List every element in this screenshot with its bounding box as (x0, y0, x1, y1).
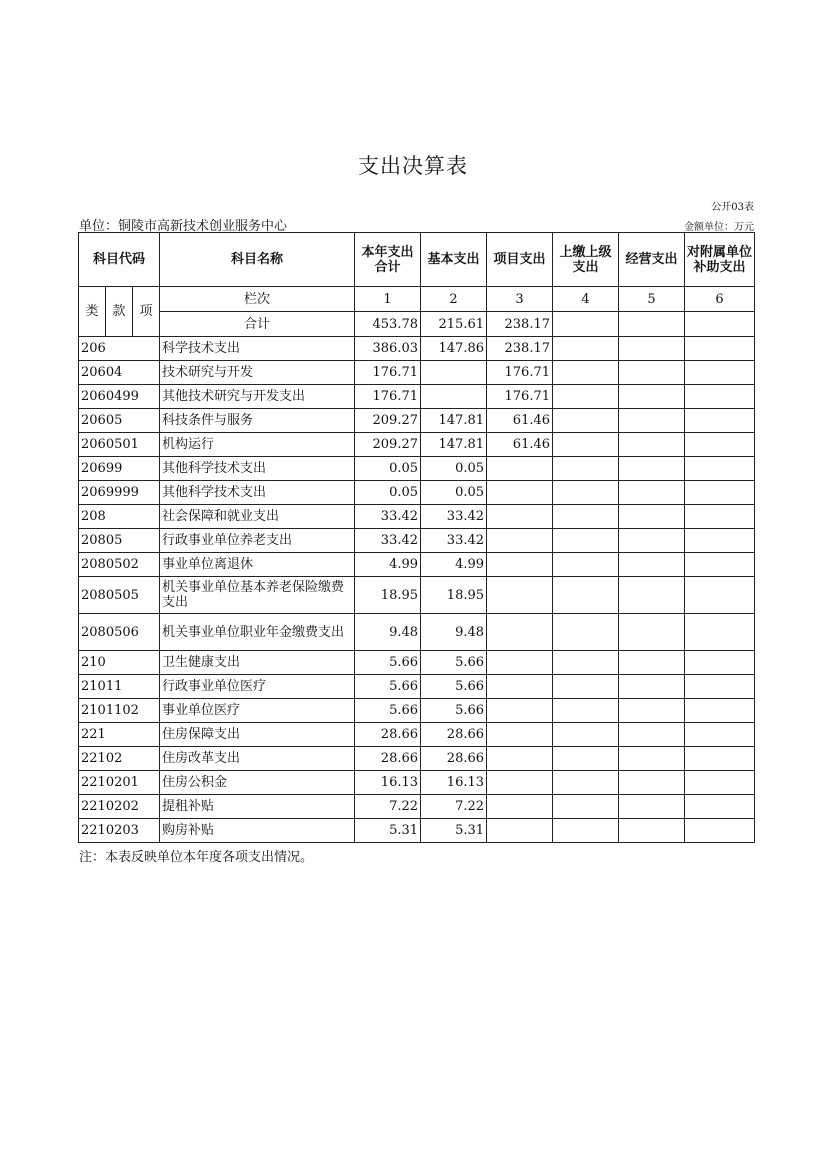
row-name: 机构运行 (160, 433, 355, 457)
row-total: 386.03 (355, 337, 421, 361)
row-subsidy (685, 481, 755, 505)
row-basic: 147.81 (421, 433, 487, 457)
column-number-2: 2 (421, 287, 487, 312)
table-row (79, 553, 755, 577)
row-subsidy (685, 651, 755, 675)
row-total: 176.71 (355, 385, 421, 409)
column-order-label: 栏次 (160, 287, 355, 312)
row-business (619, 361, 685, 385)
row-total: 0.05 (355, 457, 421, 481)
row-subsidy (685, 819, 755, 843)
row-basic: 18.95 (421, 577, 487, 614)
row-project (487, 699, 553, 723)
header-upper: 上缴上级支出 (553, 233, 619, 287)
table-row (79, 747, 755, 771)
row-basic: 5.66 (421, 651, 487, 675)
row-upper (553, 819, 619, 843)
row-name: 提租补贴 (160, 795, 355, 819)
table-row (79, 675, 755, 699)
row-code: 22102 (79, 747, 160, 771)
row-total: 209.27 (355, 409, 421, 433)
row-upper (553, 723, 619, 747)
row-upper (553, 795, 619, 819)
row-subsidy (685, 771, 755, 795)
row-business (619, 385, 685, 409)
row-project: 61.46 (487, 433, 553, 457)
row-subsidy (685, 675, 755, 699)
row-upper (553, 385, 619, 409)
row-upper (553, 577, 619, 614)
row-total: 5.31 (355, 819, 421, 843)
row-business (619, 409, 685, 433)
total-project-value: 238.17 (487, 312, 553, 337)
row-business (619, 723, 685, 747)
total-all-value: 453.78 (355, 312, 421, 337)
page-title: 支出决算表 (358, 154, 468, 178)
table-row (79, 481, 755, 505)
table-row (79, 433, 755, 457)
column-number-1: 1 (355, 287, 421, 312)
table-row (79, 651, 755, 675)
row-basic: 0.05 (421, 457, 487, 481)
row-total: 33.42 (355, 505, 421, 529)
row-name: 事业单位离退休 (160, 553, 355, 577)
row-business (619, 675, 685, 699)
row-name: 其他技术研究与开发支出 (160, 385, 355, 409)
row-total: 16.13 (355, 771, 421, 795)
table-row (79, 529, 755, 553)
row-business (619, 481, 685, 505)
row-business (619, 457, 685, 481)
row-business (619, 553, 685, 577)
row-project (487, 505, 553, 529)
row-project (487, 481, 553, 505)
row-name: 其他科学技术支出 (160, 457, 355, 481)
table-row (79, 505, 755, 529)
row-code: 20805 (79, 529, 160, 553)
table-row (79, 795, 755, 819)
total-upper-value (553, 312, 619, 337)
row-code: 20605 (79, 409, 160, 433)
row-code: 2060499 (79, 385, 160, 409)
row-name: 事业单位医疗 (160, 699, 355, 723)
table-row (79, 385, 755, 409)
row-code: 2060501 (79, 433, 160, 457)
row-basic: 33.42 (421, 505, 487, 529)
row-business (619, 699, 685, 723)
row-total: 18.95 (355, 577, 421, 614)
row-upper (553, 409, 619, 433)
row-project: 176.71 (487, 385, 553, 409)
row-code: 20699 (79, 457, 160, 481)
column-number-4: 4 (553, 287, 619, 312)
row-business (619, 819, 685, 843)
row-project: 238.17 (487, 337, 553, 361)
row-basic (421, 361, 487, 385)
row-business (619, 529, 685, 553)
row-upper (553, 771, 619, 795)
row-code: 206 (79, 337, 160, 361)
row-total: 33.42 (355, 529, 421, 553)
row-name: 住房保障支出 (160, 723, 355, 747)
row-subsidy (685, 553, 755, 577)
table-row (79, 337, 755, 361)
column-order-row (79, 287, 755, 312)
row-project (487, 577, 553, 614)
row-basic: 28.66 (421, 747, 487, 771)
row-upper (553, 699, 619, 723)
row-name: 住房改革支出 (160, 747, 355, 771)
row-name: 行政事业单位养老支出 (160, 529, 355, 553)
row-basic: 0.05 (421, 481, 487, 505)
row-code: 2080506 (79, 614, 160, 651)
row-business (619, 337, 685, 361)
row-subsidy (685, 361, 755, 385)
row-basic: 5.66 (421, 675, 487, 699)
row-basic: 9.48 (421, 614, 487, 651)
row-code: 2210201 (79, 771, 160, 795)
table-row (79, 771, 755, 795)
row-name: 卫生健康支出 (160, 651, 355, 675)
row-business (619, 505, 685, 529)
table-row (79, 723, 755, 747)
row-code: 2069999 (79, 481, 160, 505)
row-subsidy (685, 529, 755, 553)
row-subsidy (685, 385, 755, 409)
row-name: 住房公积金 (160, 771, 355, 795)
row-subsidy (685, 457, 755, 481)
row-basic: 33.42 (421, 529, 487, 553)
row-business (619, 651, 685, 675)
row-name: 购房补贴 (160, 819, 355, 843)
row-subsidy (685, 577, 755, 614)
row-total: 28.66 (355, 747, 421, 771)
row-total: 0.05 (355, 481, 421, 505)
header-code: 科目代码 (79, 233, 160, 287)
row-project (487, 651, 553, 675)
row-subsidy (685, 723, 755, 747)
row-subsidy (685, 795, 755, 819)
row-project (487, 553, 553, 577)
row-code: 20604 (79, 361, 160, 385)
row-project: 176.71 (487, 361, 553, 385)
row-project (487, 675, 553, 699)
row-upper (553, 553, 619, 577)
row-total: 5.66 (355, 651, 421, 675)
row-basic: 4.99 (421, 553, 487, 577)
row-upper (553, 747, 619, 771)
row-total: 5.66 (355, 699, 421, 723)
total-basic-value: 215.61 (421, 312, 487, 337)
row-total: 5.66 (355, 675, 421, 699)
row-upper (553, 433, 619, 457)
header-row (79, 233, 755, 287)
row-subsidy (685, 747, 755, 771)
table-row (79, 577, 755, 614)
row-basic: 7.22 (421, 795, 487, 819)
header-basic: 基本支出 (421, 233, 487, 287)
expenditure-table (78, 232, 755, 843)
row-subsidy (685, 409, 755, 433)
row-code: 2080505 (79, 577, 160, 614)
header-xiang: 项 (133, 287, 160, 337)
row-code: 221 (79, 723, 160, 747)
unit-label: 单位：铜陵市高新技术创业服务中心 (79, 219, 288, 234)
row-basic: 147.81 (421, 409, 487, 433)
row-upper (553, 457, 619, 481)
table-row (79, 409, 755, 433)
row-project (487, 771, 553, 795)
header-subsidy: 对附属单位补助支出 (685, 233, 755, 287)
row-project (487, 747, 553, 771)
row-business (619, 747, 685, 771)
row-name: 机关事业单位职业年金缴费支出 (160, 614, 355, 651)
row-name: 科技条件与服务 (160, 409, 355, 433)
header-business: 经营支出 (619, 233, 685, 287)
header-kuan: 款 (106, 287, 133, 337)
row-upper (553, 651, 619, 675)
row-name: 技术研究与开发 (160, 361, 355, 385)
header-project: 项目支出 (487, 233, 553, 287)
row-subsidy (685, 699, 755, 723)
form-number: 公开03表 (711, 202, 754, 213)
row-name: 科学技术支出 (160, 337, 355, 361)
row-name: 其他科学技术支出 (160, 481, 355, 505)
row-upper (553, 337, 619, 361)
row-total: 209.27 (355, 433, 421, 457)
total-label: 合计 (160, 312, 355, 337)
header-name: 科目名称 (160, 233, 355, 287)
row-code: 21011 (79, 675, 160, 699)
row-business (619, 795, 685, 819)
table-note: 注：本表反映单位本年度各项支出情况。 (79, 850, 314, 865)
row-basic (421, 385, 487, 409)
row-total: 176.71 (355, 361, 421, 385)
row-upper (553, 529, 619, 553)
row-subsidy (685, 433, 755, 457)
table-row (79, 699, 755, 723)
row-basic: 16.13 (421, 771, 487, 795)
column-number-6: 6 (685, 287, 755, 312)
row-project (487, 614, 553, 651)
row-total: 4.99 (355, 553, 421, 577)
table-row (79, 361, 755, 385)
total-subsidy-value (685, 312, 755, 337)
row-name: 社会保障和就业支出 (160, 505, 355, 529)
row-business (619, 433, 685, 457)
header-total: 本年支出合计 (355, 233, 421, 287)
row-project: 61.46 (487, 409, 553, 433)
row-business (619, 614, 685, 651)
column-number-3: 3 (487, 287, 553, 312)
total-business-value (619, 312, 685, 337)
row-upper (553, 675, 619, 699)
row-upper (553, 481, 619, 505)
row-upper (553, 505, 619, 529)
table-row (79, 614, 755, 651)
row-basic: 147.86 (421, 337, 487, 361)
column-number-5: 5 (619, 287, 685, 312)
row-code: 2101102 (79, 699, 160, 723)
table-row (79, 457, 755, 481)
row-business (619, 577, 685, 614)
row-code: 2080502 (79, 553, 160, 577)
row-name: 机关事业单位基本养老保险缴费支出 (160, 577, 355, 614)
row-code: 210 (79, 651, 160, 675)
row-project (487, 819, 553, 843)
row-project (487, 529, 553, 553)
row-basic: 5.66 (421, 699, 487, 723)
row-total: 7.22 (355, 795, 421, 819)
total-row (79, 312, 755, 337)
row-business (619, 771, 685, 795)
row-code: 2210203 (79, 819, 160, 843)
row-code: 2210202 (79, 795, 160, 819)
row-project (487, 457, 553, 481)
row-subsidy (685, 614, 755, 651)
table-row (79, 819, 755, 843)
money-unit-label: 金额单位：万元 (684, 222, 754, 233)
row-code: 208 (79, 505, 160, 529)
row-total: 28.66 (355, 723, 421, 747)
row-basic: 5.31 (421, 819, 487, 843)
row-subsidy (685, 505, 755, 529)
row-upper (553, 361, 619, 385)
row-upper (553, 614, 619, 651)
row-project (487, 795, 553, 819)
row-total: 9.48 (355, 614, 421, 651)
row-name: 行政事业单位医疗 (160, 675, 355, 699)
row-subsidy (685, 337, 755, 361)
row-project (487, 723, 553, 747)
row-basic: 28.66 (421, 723, 487, 747)
header-lei: 类 (79, 287, 106, 337)
